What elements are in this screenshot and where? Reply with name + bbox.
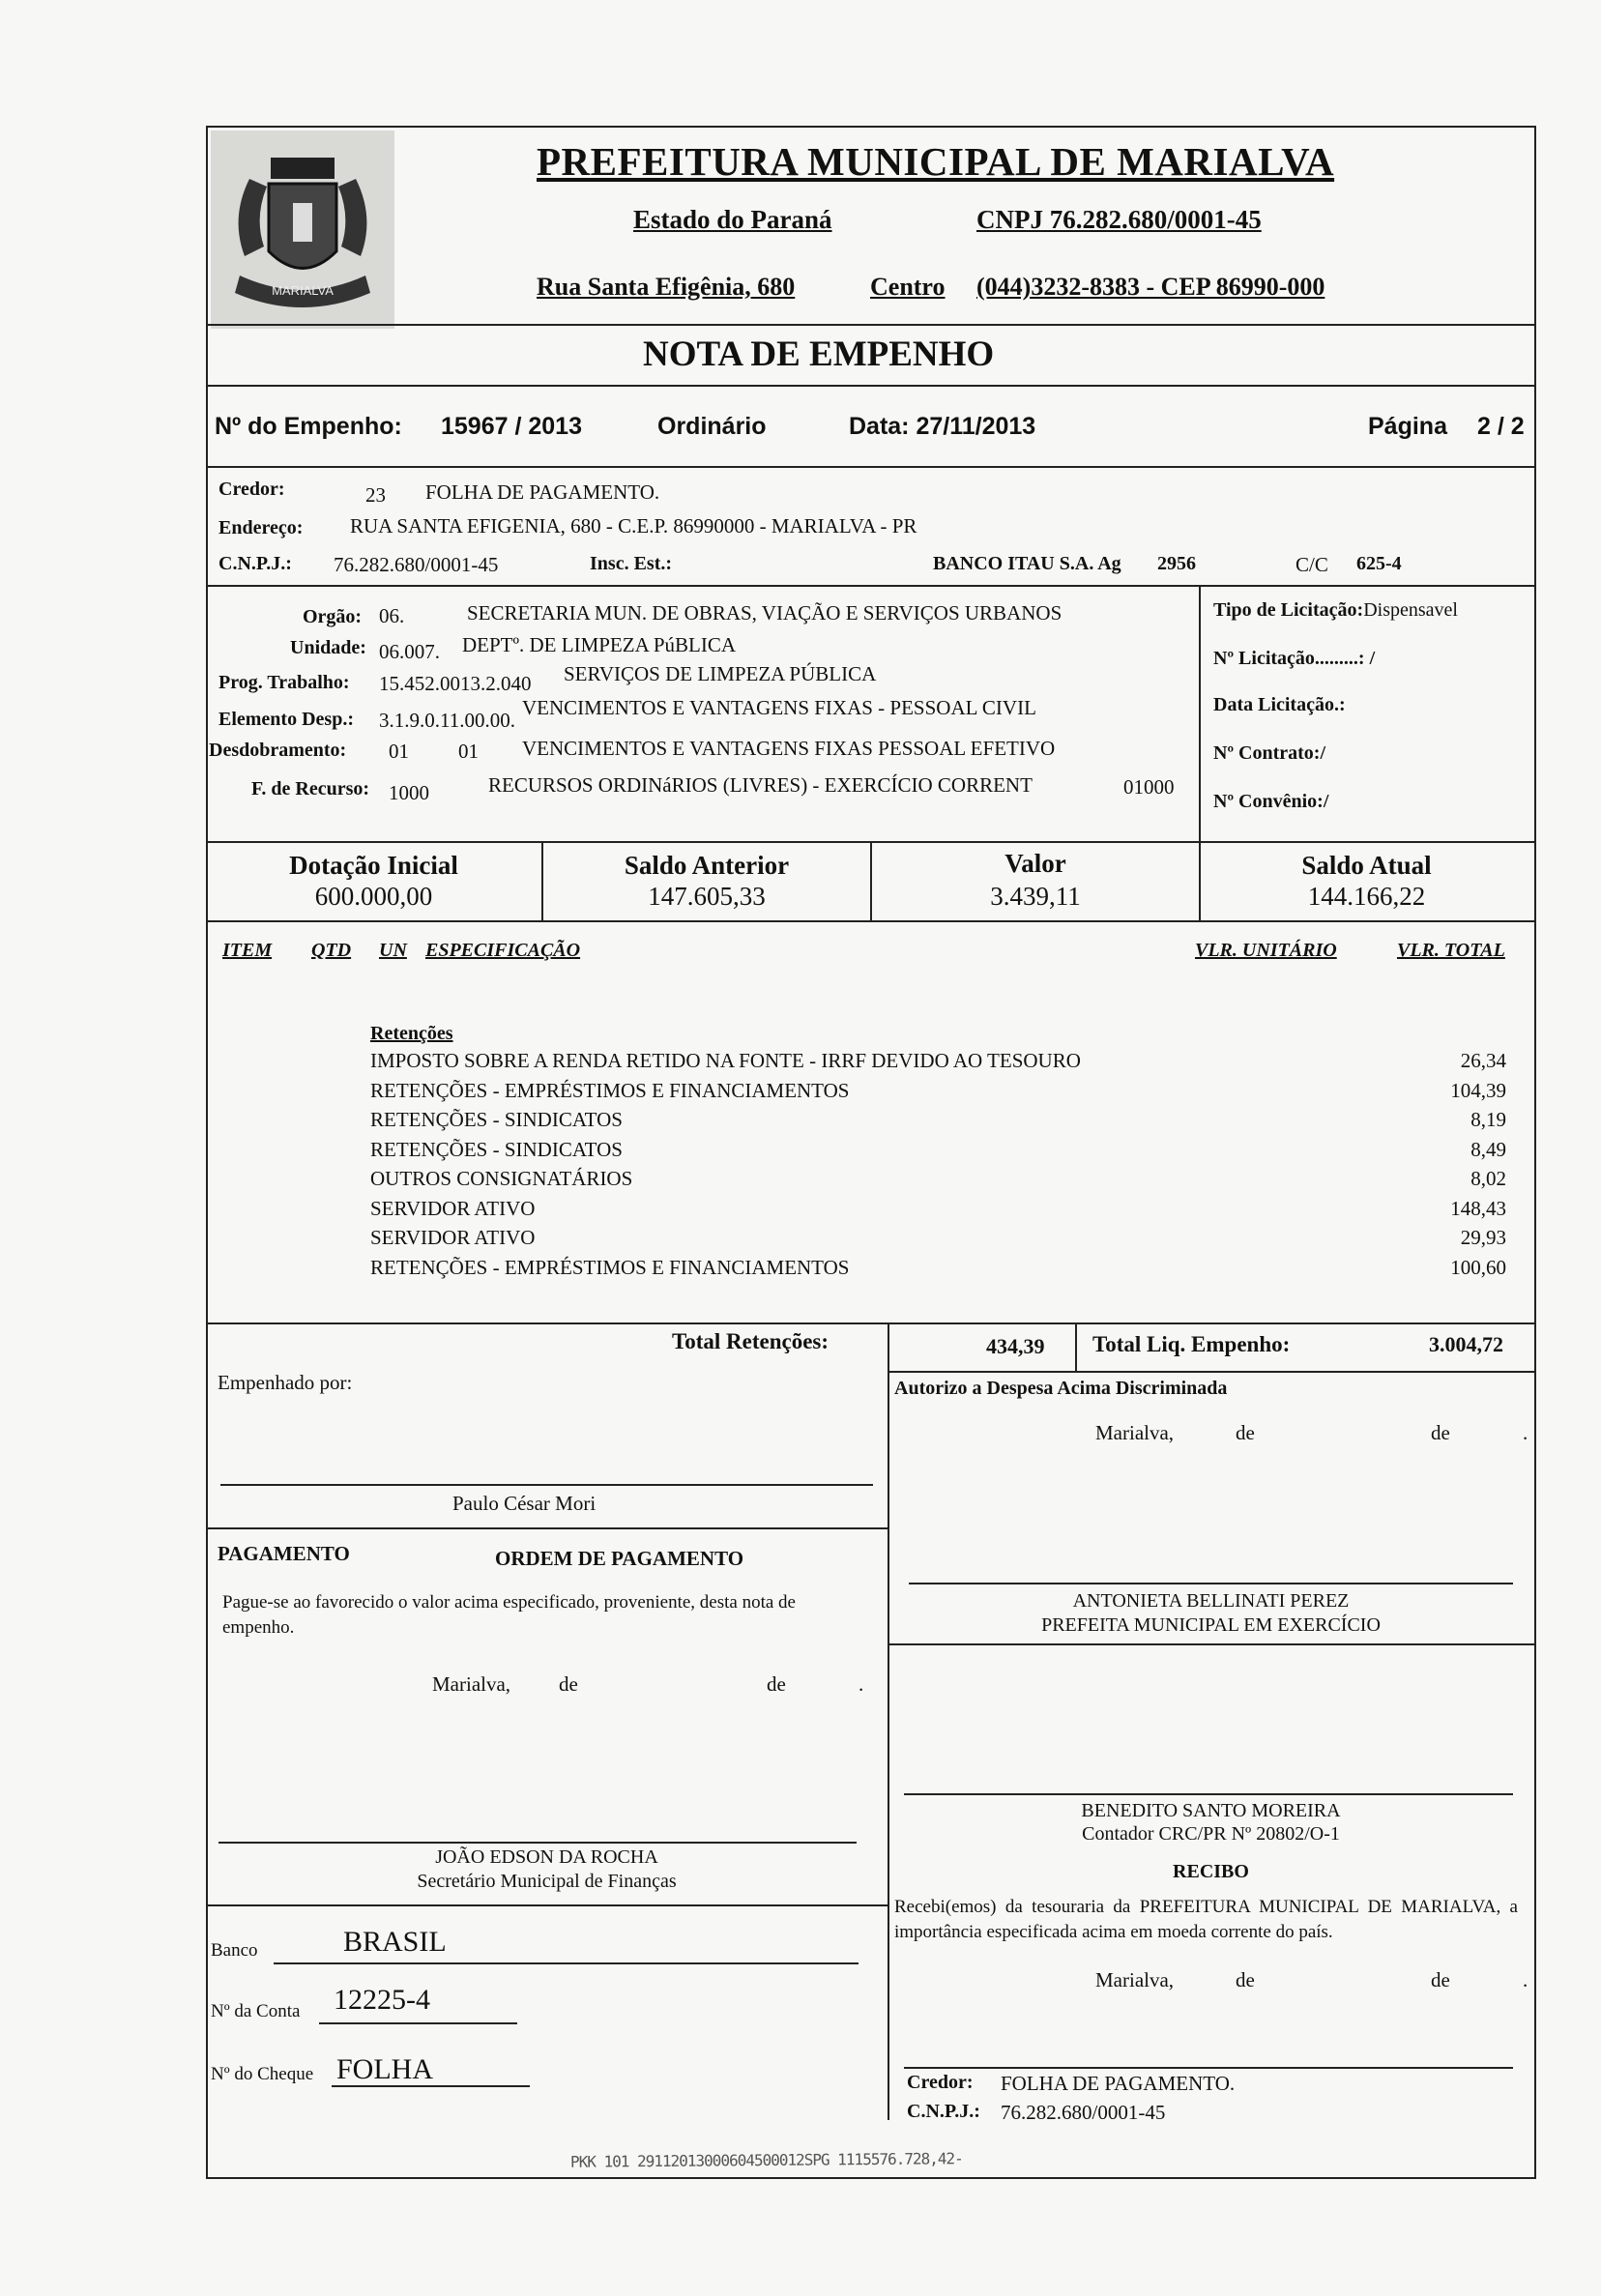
svg-text:MARIALVA: MARIALVA — [272, 283, 334, 298]
total-retencoes-label: Total Retenções: — [672, 1329, 830, 1353]
convenio: Nº Convênio:/ — [1213, 791, 1329, 812]
col-especificacao: ESPECIFICAÇÃO — [425, 940, 581, 961]
conta-value: 12225-4 — [334, 1984, 430, 2016]
dotacao-label: Dotação Inicial — [289, 851, 458, 880]
empenho-type: Ordinário — [657, 413, 767, 440]
address-district: Centro — [870, 273, 946, 301]
unidade-label: Unidade: — [290, 637, 366, 658]
endereco-value: RUA SANTA EFIGENIA, 680 - C.E.P. 86990000 - MARIALVA - PR — [350, 514, 917, 538]
retencao-desc: IMPOSTO SOBRE A RENDA RETIDO NA FONTE - IRRF DEVIDO AO TESOURO — [370, 1049, 1081, 1072]
retencao-desc: RETENÇÕES - SINDICATOS — [370, 1137, 623, 1161]
prefeita-role: PREFEITA MUNICIPAL EM EXERCÍCIO — [1041, 1614, 1381, 1636]
prefeita-name: ANTONIETA BELLINATI PEREZ — [1072, 1590, 1350, 1612]
retencao-desc: RETENÇÕES - EMPRÉSTIMOS E FINANCIAMENTOS — [370, 1255, 850, 1279]
pagamento-de1: de — [559, 1672, 578, 1696]
retencao-valor: 104,39 — [1450, 1078, 1506, 1102]
tipo-licitacao-value: Dispensavel — [1363, 599, 1458, 621]
recurso-desc: RECURSOS ORDINáRIOS (LIVRES) - EXERCÍCIO CORRENT — [488, 773, 1033, 797]
retencao-desc: SERVIDOR ATIVO — [370, 1226, 536, 1249]
unidade-desc: DEPTº. DE LIMPEZA PúBLICA — [462, 633, 737, 656]
retencoes-title: Retenções — [370, 1023, 453, 1044]
retencao-desc: SERVIDOR ATIVO — [370, 1196, 536, 1220]
credor-code: 23 — [365, 483, 386, 507]
retencao-row — [370, 1197, 1506, 1227]
tipo-licitacao — [1213, 599, 1458, 622]
pagamento-place: Marialva, — [432, 1672, 511, 1696]
retencao-valor: 29,93 — [1460, 1226, 1506, 1249]
total-liquido-value: 3.004,72 — [1429, 1332, 1503, 1356]
col-un: UN — [379, 940, 407, 961]
saldo-atual-value: 144.166,22 — [1307, 882, 1426, 911]
cc-value: 625-4 — [1356, 553, 1402, 574]
retencao-row — [370, 1167, 1506, 1197]
recibo-dot: . — [1523, 1968, 1528, 1991]
bank-agency: 2956 — [1157, 553, 1196, 574]
page-number: 2 / 2 — [1477, 413, 1525, 440]
elemento-code: 3.1.9.0.11.00.00. — [379, 709, 515, 732]
pagamento-text: Pague-se ao favorecido o valor acima especificado, proveniente, desta nota de empenho. — [222, 1592, 796, 1638]
cheque-label: Nº do Cheque — [211, 2064, 314, 2084]
cnpj-header: CNPJ 76.282.680/0001-45 — [976, 205, 1262, 234]
retencao-desc: RETENÇÕES - SINDICATOS — [370, 1108, 623, 1131]
recibo-de2: de — [1431, 1968, 1450, 1991]
recurso-extra: 01000 — [1123, 775, 1175, 799]
saldo-anterior-label: Saldo Anterior — [624, 851, 790, 880]
endereco-label: Endereço: — [218, 517, 304, 538]
retencao-valor: 148,43 — [1450, 1196, 1506, 1220]
saldo-anterior-value: 147.605,33 — [648, 882, 766, 911]
col-vlr-total: VLR. TOTAL — [1397, 940, 1505, 961]
col-item: ITEM — [222, 940, 273, 961]
valor-label: Valor — [1004, 849, 1066, 878]
retencao-row — [370, 1226, 1506, 1256]
pagamento-dot: . — [859, 1672, 864, 1696]
retencao-row — [370, 1256, 1506, 1286]
empenhado-por-label: Empenhado por: — [218, 1371, 353, 1394]
page-label: Página — [1368, 413, 1447, 440]
cc-label: C/C — [1295, 553, 1328, 576]
recurso-label: F. de Recurso: — [251, 778, 370, 799]
prog-code: 15.452.0013.2.040 — [379, 672, 532, 695]
credor-cnpj: 76.282.680/0001-45 — [334, 553, 499, 576]
validation-stamp: PKK 101 29112013000604500012SPG 1115576.728,42- — [569, 2149, 963, 2171]
cheque-value: FOLHA — [336, 2053, 434, 2085]
autorizo-place: Marialva, — [1095, 1421, 1175, 1444]
retencao-row — [370, 1049, 1506, 1079]
col-qtd: QTD — [311, 940, 352, 961]
coat-of-arms-logo — [211, 131, 394, 329]
secretario-role: Secretário Municipal de Finanças — [417, 1871, 677, 1892]
empenho-number: 15967 / 2013 — [441, 413, 582, 440]
empenhado-por-name: Paulo César Mori — [452, 1492, 597, 1515]
empenho-number-label: Nº do Empenho: — [215, 413, 402, 440]
credor-name: FOLHA DE PAGAMENTO. — [425, 480, 660, 504]
prog-desc: SERVIÇOS DE LIMPEZA PÚBLICA — [564, 662, 877, 685]
retencao-desc: RETENÇÕES - EMPRÉSTIMOS E FINANCIAMENTOS — [370, 1078, 850, 1102]
desdobramento-desc: VENCIMENTOS E VANTAGENS FIXAS PESSOAL EFETIVO — [522, 737, 1056, 760]
retencao-valor: 8,49 — [1470, 1137, 1506, 1161]
tipo-licitacao-label: Tipo de Licitação: — [1213, 599, 1364, 621]
autorizo-label: Autorizo a Despesa Acima Discriminada — [894, 1378, 1228, 1399]
insc-est-label: Insc. Est.: — [590, 553, 673, 574]
retencao-valor: 26,34 — [1460, 1049, 1506, 1072]
empenho-date: Data: 27/11/2013 — [849, 413, 1036, 440]
pagamento-de2: de — [767, 1672, 786, 1696]
autorizo-de2: de — [1431, 1421, 1450, 1444]
banco-label: Banco — [211, 1940, 258, 1961]
total-retencoes-value: 434,39 — [986, 1334, 1045, 1358]
orgao-desc: SECRETARIA MUN. DE OBRAS, VIAÇÃO E SERVIÇOS URBANOS — [467, 601, 1062, 625]
elemento-label: Elemento Desp.: — [218, 709, 354, 730]
orgao-label: Orgão: — [303, 606, 363, 627]
orgao-code: 06. — [379, 604, 405, 627]
total-liquido-label: Total Liq. Empenho: — [1092, 1332, 1291, 1356]
desdobramento-a: 01 — [389, 740, 409, 763]
recibo-text: Recebi(emos) da tesouraria da PREFEITURA MUNICIPAL DE MARIALVA, a importância especificada acima em moeda corrente do país. — [894, 1897, 1518, 1942]
autorizo-dot: . — [1523, 1421, 1528, 1444]
conta-label: Nº da Conta — [211, 2001, 301, 2021]
retencao-desc: OUTROS CONSIGNATÁRIOS — [370, 1167, 633, 1190]
recibo-credor: FOLHA DE PAGAMENTO. — [1001, 2072, 1236, 2095]
recibo-cnpj: 76.282.680/0001-45 — [1001, 2101, 1166, 2124]
bank-name: BANCO ITAU S.A. Ag — [933, 553, 1121, 574]
retencao-valor: 100,60 — [1450, 1255, 1506, 1279]
desdobramento-label: Desdobramento: — [209, 740, 347, 761]
ordem-pagamento-label: ORDEM DE PAGAMENTO — [495, 1547, 744, 1570]
retencao-valor: 8,19 — [1470, 1108, 1506, 1131]
recibo-place: Marialva, — [1095, 1968, 1175, 1991]
contrato: Nº Contrato:/ — [1213, 742, 1326, 764]
licitacao-number: Nº Licitação.........: / — [1213, 648, 1376, 669]
autorizo-de1: de — [1236, 1421, 1255, 1444]
recibo-credor-label: Credor: — [907, 2072, 974, 2093]
retencao-row — [370, 1079, 1506, 1109]
address-street: Rua Santa Efigênia, 680 — [537, 273, 796, 301]
data-licitacao: Data Licitação.: — [1213, 694, 1346, 715]
retencoes-list — [370, 1049, 1506, 1285]
pagamento-label: PAGAMENTO — [218, 1542, 350, 1565]
dotacao-value: 600.000,00 — [314, 882, 433, 911]
address-phone-cep: (044)3232-8383 - CEP 86990-000 — [976, 273, 1325, 301]
contador-name: BENEDITO SANTO MOREIRA — [1081, 1800, 1341, 1821]
retencao-valor: 8,02 — [1470, 1167, 1506, 1190]
recibo-de1: de — [1236, 1968, 1255, 1991]
secretario-name: JOÃO EDSON DA ROCHA — [435, 1846, 658, 1868]
document-title: NOTA DE EMPENHO — [643, 334, 995, 374]
municipality-title: PREFEITURA MUNICIPAL DE MARIALVA — [537, 139, 1335, 184]
contador-role: Contador CRC/PR Nº 20802/O-1 — [1082, 1823, 1340, 1845]
col-vlr-unitario: VLR. UNITÁRIO — [1195, 940, 1337, 961]
valor-value: 3.439,11 — [990, 882, 1081, 911]
credor-cnpj-label: C.N.P.J.: — [218, 553, 292, 574]
credor-label: Credor: — [218, 479, 285, 500]
desdobramento-b: 01 — [458, 740, 479, 763]
unidade-code: 06.007. — [379, 640, 440, 663]
state-label: Estado do Paraná — [633, 205, 832, 234]
retencao-row — [370, 1108, 1506, 1138]
recibo-title: RECIBO — [1173, 1861, 1249, 1882]
saldo-atual-label: Saldo Atual — [1301, 851, 1432, 880]
retencao-row — [370, 1138, 1506, 1168]
banco-value: BRASIL — [343, 1926, 447, 1958]
elemento-desc: VENCIMENTOS E VANTAGENS FIXAS - PESSOAL CIVIL — [522, 696, 1036, 719]
recibo-cnpj-label: C.N.P.J.: — [907, 2101, 980, 2122]
prog-label: Prog. Trabalho: — [218, 672, 350, 693]
recurso-code: 1000 — [389, 781, 429, 804]
